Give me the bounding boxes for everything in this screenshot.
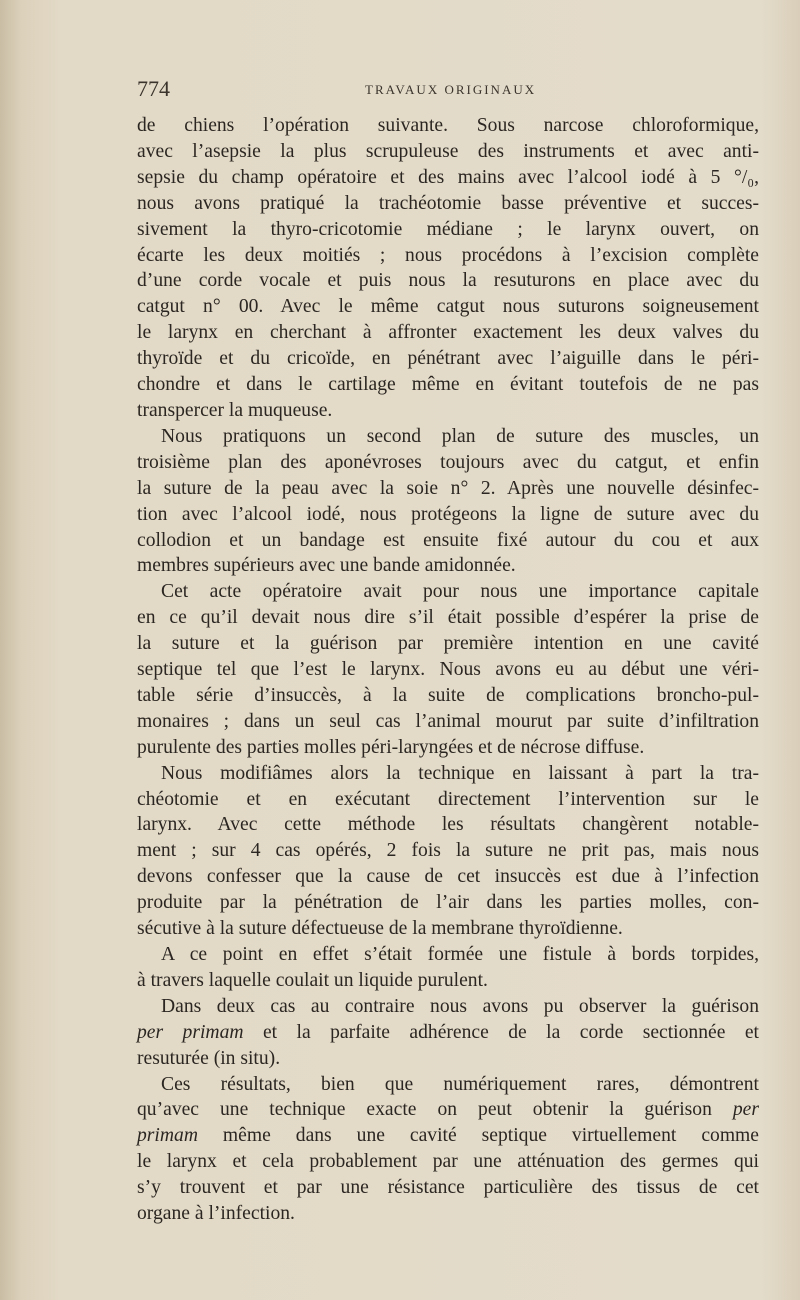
text-line: de chiens l’opération suivante. Sous narcose chloroformique,	[137, 115, 759, 136]
text-line: primam même dans une cavité septique virtuellement comme	[137, 1125, 759, 1147]
text-line: le larynx et cela probablement par une atténuation des germes qui	[137, 1151, 759, 1173]
page-number: 774	[137, 76, 170, 101]
paragraph-p4	[137, 761, 759, 942]
text-line: catgut n° 00. Avec le même catgut nous suturons soigneusement	[137, 296, 759, 318]
text-line: sepsie du champ opératoire et des mains avec l’alcool iodé à 5 °/₀,	[137, 166, 759, 188]
paragraph-p2	[137, 424, 759, 579]
text-line: la suture et la guérison par première intention en une cavité	[137, 633, 759, 655]
text-line: d’une corde vocale et puis nous la resuturons en place avec du	[137, 270, 759, 292]
paragraph-p1	[137, 113, 759, 424]
text-line: en ce qu’il devait nous dire s’il était possible d’espérer la prise de	[137, 607, 759, 629]
text-line: écarte les deux moitiés ; nous procédons à l’excision complète	[137, 244, 759, 266]
running-head: TRAVAUX ORIGINAUX	[365, 82, 537, 97]
text-line: Nous pratiquons un second plan de suture des muscles, un	[161, 425, 759, 447]
text-line: Cet acte opératoire avait pour nous une importance capitale	[161, 581, 759, 603]
text-line: ment ; sur 4 cas opérés, 2 fois la suture ne prit pas, mais nous	[137, 840, 759, 862]
text-line: devons confesser que la cause de cet insuccès est due à l’infection	[137, 866, 759, 888]
text-line: la suture de la peau avec la soie n° 2. Après une nouvelle désinfec-	[137, 477, 759, 499]
page-header	[137, 76, 759, 102]
paragraph-p5	[137, 942, 759, 994]
text-line: larynx. Avec cette méthode les résultats changèrent notable-	[137, 814, 759, 836]
text-line: Dans deux cas au contraire nous avons pu observer la guérison	[161, 995, 759, 1017]
text-line: thyroïde et du cricoïde, en pénétrant avec l’aiguille dans le péri-	[137, 348, 759, 370]
paragraph-p6	[137, 994, 759, 1072]
text-line: resuturée (in situ).	[137, 1047, 281, 1069]
text-line: membres supérieurs avec une bande amidonnée.	[137, 555, 516, 577]
text-line: le larynx en cherchant à affronter exactement les deux valves du	[137, 322, 759, 344]
text-line: Nous modifiâmes alors la technique en laissant à part la tra-	[161, 762, 759, 784]
text-line: collodion et un bandage est ensuite fixé autour du cou et aux	[137, 529, 759, 551]
text-line: septique tel que l’est le larynx. Nous avons eu au début une véri-	[137, 659, 759, 681]
text-line: sivement la thyro-cricotomie médiane ; le larynx ouvert, on	[137, 218, 759, 240]
text-line: monaires ; dans un seul cas l’animal mourut par suite d’infiltration	[137, 710, 759, 732]
text-line: chéotomie et en exécutant directement l’intervention sur le	[137, 788, 759, 810]
text-line: à travers laquelle coulait un liquide purulent.	[137, 969, 488, 991]
text-line: avec l’asepsie la plus scrupuleuse des instruments et avec anti-	[137, 140, 759, 162]
paragraph-p3	[137, 579, 759, 760]
text-line: Ces résultats, bien que numériquement rares, démontrent	[161, 1073, 759, 1095]
text-line: purulente des parties molles péri-laryngées et de nécrose diffuse.	[137, 736, 645, 758]
text-line: A ce point en effet s’était formée une fistule à bords torpides,	[161, 944, 759, 965]
paragraph-p7	[137, 1072, 759, 1227]
text-line: nous avons pratiqué la trachéotomie basse préventive et succes-	[137, 192, 759, 214]
text-line: transpercer la muqueuse.	[137, 399, 333, 421]
text-line: per primam et la parfaite adhérence de la corde sectionnée et	[137, 1021, 759, 1043]
text-line: troisième plan des aponévroses toujours avec du catgut, et enfin	[137, 451, 759, 473]
text-line: produite par la pénétration de l’air dans les parties molles, con-	[137, 892, 759, 914]
text-line: chondre et dans le cartilage même en évitant toutefois de ne pas	[137, 374, 759, 396]
text-line: sécutive à la suture défectueuse de la membrane thyroïdienne.	[137, 918, 623, 940]
text-line: qu’avec une technique exacte on peut obtenir la guérison per	[137, 1099, 759, 1121]
text-line: organe à l’infection.	[137, 1203, 295, 1225]
text-line: s’y trouvent et par une résistance particulière des tissus de cet	[137, 1177, 759, 1199]
body-text	[137, 113, 759, 1227]
text-line: tion avec l’alcool iodé, nous protégeons la ligne de suture avec du	[137, 503, 759, 525]
text-line: table série d’insuccès, à la suite de complications broncho-pul-	[137, 684, 759, 706]
